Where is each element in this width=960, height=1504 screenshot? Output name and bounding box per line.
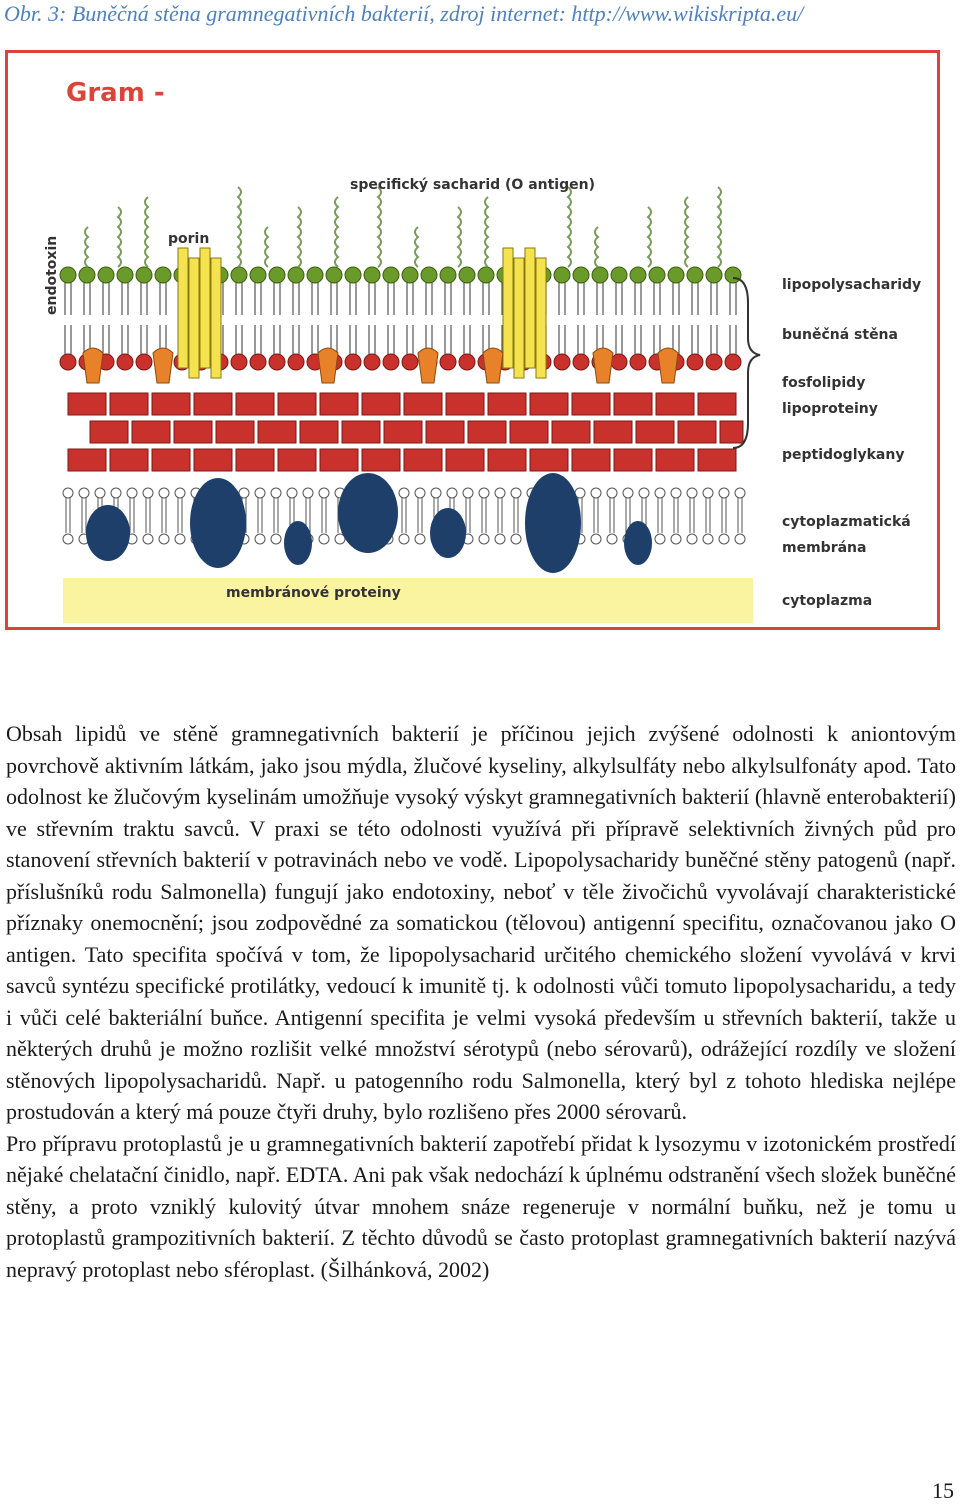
lps-head (402, 267, 418, 283)
phospholipid-head (117, 354, 133, 370)
membrane-head (719, 488, 729, 498)
phospholipid-head (573, 354, 589, 370)
phospholipid-head (687, 354, 703, 370)
peptidoglycan-brick (468, 421, 506, 443)
lps-head (364, 267, 380, 283)
membrane-protein (284, 521, 312, 565)
membrane-protein (86, 505, 130, 561)
o-antigen-chain (238, 187, 241, 267)
o-antigen-chain (685, 197, 688, 267)
membrane-head (143, 488, 153, 498)
membrane-head (255, 534, 265, 544)
lipoproteins (83, 348, 678, 383)
phospholipid-head (345, 354, 361, 370)
peptidoglycan-brick (698, 449, 736, 471)
porin-barrel (525, 248, 535, 368)
lps-head (459, 267, 475, 283)
phospholipid-head (440, 354, 456, 370)
membrane-head (735, 488, 745, 498)
phospholipid-head (269, 354, 285, 370)
porin-barrel (200, 248, 210, 368)
membrane-head (143, 534, 153, 544)
porin-barrel (211, 258, 221, 378)
lps-head (136, 267, 152, 283)
figure-title: Gram - (66, 78, 165, 108)
membrane-head (639, 488, 649, 498)
peptidoglycan-brick (110, 393, 148, 415)
membrane-head (255, 488, 265, 498)
membrane-protein (525, 473, 581, 573)
lps-head (630, 267, 646, 283)
phospholipid-head (288, 354, 304, 370)
peptidoglycan-brick (278, 449, 316, 471)
peptidoglycan-brick (446, 393, 484, 415)
phospholipid-head (611, 354, 627, 370)
phospholipid-head (402, 354, 418, 370)
membrane-head (735, 534, 745, 544)
peptidoglycan-brick (110, 449, 148, 471)
membrane-head (623, 488, 633, 498)
o-antigen-chain (595, 227, 598, 267)
page-number: 15 (932, 1478, 954, 1503)
o-antigen-chain (118, 207, 121, 267)
peptidoglycan-brick (698, 393, 736, 415)
lipoprotein (418, 348, 438, 383)
peptidoglycan-brick (404, 393, 442, 415)
lps-head (345, 267, 361, 283)
phospholipid-head (383, 354, 399, 370)
membrane-head (447, 488, 457, 498)
label-cytoplazma: cytoplazma (782, 593, 873, 609)
lps-head (440, 267, 456, 283)
o-antigen-chain (568, 187, 571, 267)
porin-barrel (189, 258, 199, 378)
peptidoglycan-brick (278, 393, 316, 415)
membrane-head (399, 534, 409, 544)
lipoprotein (593, 348, 613, 383)
label-bunecna-stena: buněčná stěna (782, 327, 898, 343)
membrane-head (495, 488, 505, 498)
peptidoglycan-brick (614, 393, 652, 415)
peptidoglycan-brick (194, 393, 232, 415)
peptidoglycan-brick (362, 393, 400, 415)
membrane-head (415, 488, 425, 498)
phospholipid-head (706, 354, 722, 370)
membrane-head (591, 488, 601, 498)
membrane-protein (430, 508, 466, 558)
porin-barrel (514, 258, 524, 378)
membrane-head (703, 488, 713, 498)
lps-head (98, 267, 114, 283)
membrane-head (271, 534, 281, 544)
porin-barrel (503, 248, 513, 368)
lipoprotein (318, 348, 338, 383)
membrane-head (703, 534, 713, 544)
membrane-head (511, 488, 521, 498)
peptidoglycan-brick (194, 449, 232, 471)
membrane-head (511, 534, 521, 544)
peptidoglycan-brick (426, 421, 464, 443)
o-antigen-chain (265, 227, 268, 267)
membrane-head (671, 534, 681, 544)
peptidoglycan-brick (236, 393, 274, 415)
phospholipid-head (364, 354, 380, 370)
lipoprotein (83, 348, 103, 383)
peptidoglycan-brick (300, 421, 338, 443)
phospholipid-head (231, 354, 247, 370)
peptidoglycan-brick (362, 449, 400, 471)
phospholipid-head (554, 354, 570, 370)
phospholipid-head (250, 354, 266, 370)
membrane-head (655, 534, 665, 544)
membrane-head (271, 488, 281, 498)
o-antigen-chain (335, 197, 338, 267)
peptidoglycan-brick (488, 393, 526, 415)
lps-head (250, 267, 266, 283)
peptidoglycan-brick (236, 449, 274, 471)
body-text (6, 718, 956, 1285)
lps-head (231, 267, 247, 283)
membrane-head (159, 488, 169, 498)
membrane-head (399, 488, 409, 498)
peptidoglycan-brick (636, 421, 674, 443)
membrane-protein (338, 473, 398, 553)
membrane-head (63, 534, 73, 544)
label-peptidoglykany: peptidoglykany (782, 447, 905, 463)
gram-negative-cell-wall-figure (5, 50, 940, 630)
membrane-head (95, 488, 105, 498)
lps-head (269, 267, 285, 283)
peptidoglycan-brick (446, 449, 484, 471)
peptidoglycan-brick (572, 449, 610, 471)
membrane-head (415, 534, 425, 544)
phospholipid-head (630, 354, 646, 370)
membrane-head (479, 488, 489, 498)
peptidoglycan-brick (678, 421, 716, 443)
lps-head (288, 267, 304, 283)
figure-caption: Obr. 3: Buněčná stěna gramnegativních bakterií, zdroj internet: http://www.wikiskripta.eu/ (4, 1, 804, 26)
phospholipid-head (459, 354, 475, 370)
membrane-head (111, 488, 121, 498)
membrane-head (607, 488, 617, 498)
peptidoglycan-brick (488, 449, 526, 471)
membrane-proteins (86, 473, 652, 573)
peptidoglycan-brick (258, 421, 296, 443)
paragraph: Pro přípravu protoplastů je u gramnegativních bakterií zapotřebí přidat k lysozymu v izotonickém prostředí nějaké chelatační činidlo, např. EDTA. Ani pak však nedochází k úplnému odstranění všech složek buněčné stěny, a proto vzniklý kulovitý útvar mnohem snáze regeneruje v normální buňku, než je tomu u protoplastů grampozitivních bakterií. Z těchto důvodů se často protoplast gramnegativních bakterií nazývá nepravý protoplast nebo sféroplast. (Šilhánková, 2002) (6, 1130, 956, 1282)
peptidoglycan-brick (342, 421, 380, 443)
membrane-head (687, 534, 697, 544)
o-antigen-chain (458, 207, 461, 267)
lps-head (326, 267, 342, 283)
membrane-head (495, 534, 505, 544)
membrane-protein (190, 478, 246, 568)
membrane-head (159, 534, 169, 544)
lps-head (611, 267, 627, 283)
membrane-head (63, 488, 73, 498)
membrane-head (655, 488, 665, 498)
o-antigen-chain (415, 227, 418, 267)
peptidoglycan-brick (68, 393, 106, 415)
peptidoglycan-brick (384, 421, 422, 443)
lps-head (687, 267, 703, 283)
membrane-head (671, 488, 681, 498)
lipoprotein (153, 348, 173, 383)
porin-barrel (536, 258, 546, 378)
lipoprotein (483, 348, 503, 383)
o-antigen-chain (718, 187, 721, 267)
lps-head (383, 267, 399, 283)
o-antigen-chain (648, 207, 651, 267)
lps-head (592, 267, 608, 283)
peptidoglycan-brick (152, 449, 190, 471)
peptidoglycan-brick (90, 421, 128, 443)
peptidoglycan-brick (530, 393, 568, 415)
peptidoglycan-brick (656, 449, 694, 471)
membrane-head (319, 534, 329, 544)
o-antigen-chain (378, 187, 381, 267)
membrane-head (79, 488, 89, 498)
phospholipid-head (725, 354, 741, 370)
membrane-head (175, 488, 185, 498)
peptidoglycan-brick (572, 393, 610, 415)
peptidoglycan-brick (404, 449, 442, 471)
lps-head (79, 267, 95, 283)
peptidoglycan-brick (510, 421, 548, 443)
peptidoglycan-layer (68, 393, 743, 471)
lps-head (554, 267, 570, 283)
label-membranove-proteiny: membránové proteiny (226, 585, 401, 601)
phospholipid-head (136, 354, 152, 370)
label-cytoplazmaticka: cytoplazmatická (782, 514, 911, 530)
label-membrana: membrána (782, 540, 867, 556)
label-lipopolysacharidy: lipopolysacharidy (782, 277, 922, 293)
label-lipoproteiny: lipoproteiny (782, 401, 878, 417)
peptidoglycan-brick (594, 421, 632, 443)
lps-head (421, 267, 437, 283)
lps-head (307, 267, 323, 283)
peptidoglycan-brick (614, 449, 652, 471)
peptidoglycan-brick (656, 393, 694, 415)
cytoplasm-band (63, 578, 753, 623)
peptidoglycan-brick (132, 421, 170, 443)
membrane-protein (624, 521, 652, 565)
label-porin: porin (168, 231, 210, 247)
membrane-head (607, 534, 617, 544)
membrane-head (319, 488, 329, 498)
peptidoglycan-brick (320, 449, 358, 471)
lps-head (725, 267, 741, 283)
peptidoglycan-brick (552, 421, 590, 443)
peptidoglycan-brick (530, 449, 568, 471)
o-antigen-chain (485, 197, 488, 267)
label-endotoxin: endotoxin (44, 235, 60, 315)
paragraph: Obsah lipidů ve stěně gramnegativních bakterií je příčinou jejich zvýšené odolnosti k aniontovým povrchově aktivním látkám, jako jsou mýdla, žlučové kyseliny, alkylsulfáty nebo alkylsulfonáty apod. Tato odolnost ke žlučovým kyselinám umožňuje vysoký výskyt gramnegativních bakterií (hlavně enterobakterií) ve střevním traktu savců. V praxi se této odolnosti využívá při přípravě selektivních živných půd pro stanovení střevních bakterií v potravinách nebo ve vodě. Lipopolysacharidy buněčné stěny patogenů (např. příslušníků rodu Salmonella) fungují jako endotoxiny, neboť v těle živočichů vyvolávají charakteristické příznaky onemocnění; jsou zodpovědné za somatickou (tělovou) antigenní specifitu, označovanou jako O antigen. Tato specifita spočívá v tom, že lipopolysacharid určitého chemického složení vyvolává v krvi savců syntézu specifické protilátky, vedoucí k imunitě tj. k odolnosti vůči tomuto lipopolysacharidu, a tedy i vůči celé bakteriální buňce. Antigenní specifita je velmi vysoká především u střevních bakterií, takže u některých druhů je možno rozlišit velké množství sérotypů (nebo sérovarů), odrážející rozdíly ve složení stěnových lipopolysacharidů. Např. u patogenního rodu Salmonella, který byl z tohoto hlediska nejlépe prostudován a který má pouze čtyři druhy, bylo rozlišeno přes 2000 sérovarů. (6, 721, 956, 1124)
phospholipid-head (60, 354, 76, 370)
membrane-head (479, 534, 489, 544)
label-fosfolipidy: fosfolipidy (782, 375, 866, 391)
cell-wall-diagram (8, 53, 937, 627)
membrane-head (175, 534, 185, 544)
peptidoglycan-brick (720, 421, 743, 443)
membrane-head (463, 488, 473, 498)
lps-head (117, 267, 133, 283)
membrane-head (687, 488, 697, 498)
peptidoglycan-brick (320, 393, 358, 415)
membrane-head (719, 534, 729, 544)
membrane-head (127, 488, 137, 498)
lipoprotein (658, 348, 678, 383)
membrane-head (431, 488, 441, 498)
lps-head (706, 267, 722, 283)
lps-head (478, 267, 494, 283)
membrane-head (287, 488, 297, 498)
peptidoglycan-brick (216, 421, 254, 443)
o-antigen-chain (145, 197, 148, 267)
membrane-head (303, 488, 313, 498)
lps-head (668, 267, 684, 283)
lps-head (573, 267, 589, 283)
o-antigen-chain (85, 227, 88, 267)
lps-head (649, 267, 665, 283)
o-antigen-chain (298, 207, 301, 267)
lps-head (155, 267, 171, 283)
porin-barrel (178, 248, 188, 368)
label-o-antigen: specifický sacharid (O antigen) (350, 177, 595, 193)
peptidoglycan-brick (152, 393, 190, 415)
peptidoglycan-brick (68, 449, 106, 471)
lps-head (60, 267, 76, 283)
membrane-head (591, 534, 601, 544)
peptidoglycan-brick (174, 421, 212, 443)
